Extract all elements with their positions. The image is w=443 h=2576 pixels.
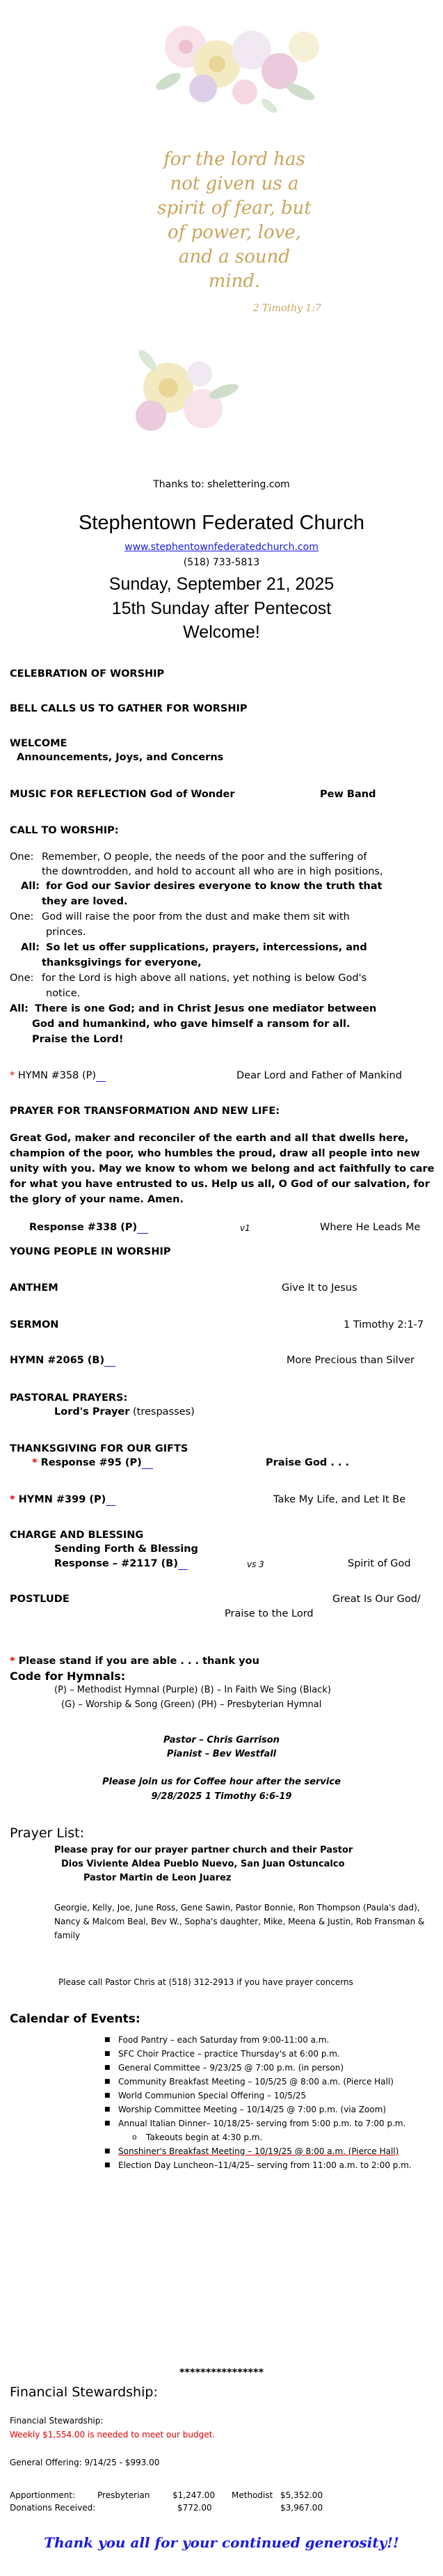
church-name: Stephentown Federated Church	[78, 512, 365, 534]
stand-asterisk-icon: *	[10, 1494, 15, 1505]
litany-leader-label: One:	[10, 911, 34, 922]
event-sub-item: o Takeouts begin at 4:30 p.m.	[104, 2130, 412, 2144]
event-item: ■ Annual Italian Dinner– 10/18/25- serving from 5:00 p.m. to 7:00 p.m.	[104, 2116, 412, 2130]
prayer-call-note: Please call Pastor Chris at (518) 312-2913 if you have prayer concerns	[58, 1977, 353, 1987]
prayer-list-heading: Prayer List:	[10, 1825, 84, 1841]
svg-text:of power, love,: of power, love,	[168, 222, 301, 243]
postlude-title-2: Praise to the Lord	[225, 1608, 314, 1619]
sermon-scripture: 1 Timothy 2:1-7	[344, 1319, 424, 1330]
charge-heading: CHARGE AND BLESSING	[10, 1530, 144, 1541]
prayer-names: Georgie, Kelly, Joe, June Ross, Gene Sawin, Pastor Bonnie, Ron Thompson (Paula's dad), Nancy & Malcom Beal, Bev W., Sopha's daughter, Mike, Meena & Justin, Rob Fransman & family	[54, 1903, 425, 1940]
litany-line: thanksgivings for everyone,	[42, 957, 202, 968]
service-date: Sunday, September 21, 2025	[108, 574, 335, 594]
svg-text:2 Timothy 1:7: 2 Timothy 1:7	[252, 303, 321, 314]
finance-heading: Financial Stewardship:	[10, 2385, 158, 2400]
response-3-number: Response – #2117 (B)	[54, 1558, 178, 1569]
gifts-heading: THANKSGIVING FOR OUR GIFTS	[10, 1443, 188, 1454]
response-1-verse: v1	[240, 1223, 250, 1233]
bottom-floral-cluster	[136, 347, 240, 431]
anthem-label: ANTHEM	[10, 1282, 58, 1294]
svg-text:for the lord has: for the lord has	[163, 149, 305, 170]
stand-asterisk-icon: *	[10, 1656, 15, 1667]
hymn-3-row	[10, 1494, 115, 1506]
stand-asterisk-icon: *	[10, 1070, 15, 1081]
response-2-number: Response #95 (P)	[40, 1457, 142, 1468]
event-item: ■ Worship Committee Meeting – 10/14/25 @ 7:00 p.m. (via Zoom)	[104, 2103, 412, 2116]
hymnal-codes-line-1: (P) – Methodist Hymnal (Purple) (B) – In Faith We Sing (Black)	[54, 1685, 331, 1695]
weekly-budget-need: Weekly $1,554.00 is needed to meet our budget.	[10, 2430, 216, 2440]
response-1-number: Response #338 (P)	[29, 1222, 138, 1233]
sermon-label: SERMON	[10, 1319, 59, 1330]
event-item: ■ Community Breakfast Meeting – 10/5/25 @ 8:00 a.m. (Pierce Hall)	[104, 2075, 412, 2089]
hymn-1-row	[10, 1070, 106, 1082]
litany-leader-label: One:	[10, 851, 34, 863]
postlude-label: POSTLUDE	[10, 1594, 70, 1605]
liturgical-sunday: 15th Sunday after Pentecost	[111, 599, 332, 618]
svg-text:not given us a: not given us a	[170, 173, 299, 194]
floral-verse-artwork	[120, 15, 356, 433]
announcements-line: Announcements, Joys, and Concerns	[17, 752, 224, 763]
hymn-2-underline	[104, 1355, 115, 1367]
methodist-donations: $3,967.00	[280, 2503, 323, 2513]
pianist-name: Pianist – Bev Westfall	[166, 1749, 277, 1759]
litany-line: Remember, O people, the needs of the poor and the suffering of	[42, 851, 367, 863]
hymn-2-number: HYMN #2065 (B)	[10, 1355, 105, 1366]
litany-line: the downtrodden, and hold to account all who are in high positions,	[42, 866, 383, 877]
presbyterian-label: Presbyterian	[97, 2490, 150, 2500]
coffee-hour-note: Please join us for Coffee hour after the service	[102, 1777, 341, 1787]
svg-text:spirit of fear, but: spirit of fear, but	[157, 198, 312, 219]
response-1-underline	[137, 1222, 148, 1234]
svg-text:mind.: mind.	[208, 271, 261, 292]
top-floral-cluster	[154, 26, 319, 116]
sending-forth-line: Sending Forth & Blessing	[54, 1544, 198, 1555]
event-item: ■ Food Pantry – each Saturday from 9:00-11:00 a.m.	[104, 2033, 412, 2047]
event-item: ■ World Communion Special Offering – 10/5/25	[104, 2089, 412, 2103]
prayer-heading: PRAYER FOR TRANSFORMATION AND NEW LIFE:	[10, 1106, 280, 1117]
calendar-heading: Calendar of Events:	[10, 2012, 140, 2026]
events-list	[104, 2033, 412, 2172]
litany-people-label: All:	[10, 1003, 29, 1014]
stand-note	[10, 1656, 259, 1667]
hymn-3-underline	[106, 1494, 115, 1506]
litany-line: So let us offer supplications, prayers, intercessions, and	[46, 942, 367, 953]
prayer-text: Great God, maker and reconciler of the earth and all that dwells here, champion of the poor, who humbles the proud, draw all people into new unity with you. May we know to whom we belong and act faithfully to care for what you have entrusted to us. Help us all, O God of our salvation, for the glory of your name. Amen.	[10, 1133, 435, 1205]
litany-line: God and humankind, who gave himself a ransom for all.	[32, 1019, 351, 1030]
lords-prayer-line	[54, 1406, 195, 1417]
call-to-worship-heading: CALL TO WORSHIP:	[10, 825, 119, 836]
hymn-2-title: More Precious than Silver	[287, 1355, 415, 1366]
litany-line: There is one God; and in Christ Jesus one mediator between	[35, 1003, 377, 1014]
anthem-title: Give It to Jesus	[282, 1282, 357, 1294]
litany-people-label: All:	[21, 881, 40, 892]
response-3-title: Spirit of God	[348, 1558, 411, 1569]
event-item: ■ General Committee – 9/23/25 @ 7:00 p.m. (in person)	[104, 2061, 412, 2075]
partner-church: Dios Viviente Aldea Pueblo Nuevo, San Juan Ostuncalco	[61, 1859, 345, 1869]
hand-lettered-verse	[157, 149, 321, 314]
welcome-heading: WELCOME	[10, 738, 67, 749]
hymn-1-underline	[96, 1070, 106, 1082]
response-1-row	[29, 1222, 148, 1234]
event-item: ■ SFC Choir Practice – practice Thursday's at 6:00 p.m.	[104, 2047, 412, 2061]
welcome-banner: Welcome!	[183, 622, 260, 642]
litany-line: God will raise the poor from the dust and make them sit with	[42, 911, 350, 922]
hymnal-codes-line-2: (G) – Worship & Song (Green) (PH) – Presbyterian Hymnal	[61, 1699, 322, 1710]
litany-line: for the Lord is high above all nations, yet nothing is below God's	[42, 973, 367, 984]
event-item: ■ Sonshiner's Breakfast Meeting – 10/19/25 @ 8:00 a.m. (Pierce Hall)	[104, 2144, 412, 2158]
bells-heading: BELL CALLS US TO GATHER FOR WORSHIP	[10, 703, 248, 714]
finance-subheading: Financial Stewardship:	[10, 2416, 104, 2426]
response-3-underline	[178, 1558, 188, 1570]
response-3-verse: vs 3	[247, 1560, 264, 1569]
donations-label: Donations Received:	[10, 2503, 96, 2513]
litany-line: notice.	[46, 988, 81, 999]
hymn-3-number: HYMN #399 (P)	[18, 1494, 106, 1505]
thank-you-note: Thank you all for your continued generosity!!	[44, 2534, 399, 2551]
litany-line: princes.	[46, 927, 86, 938]
celebration-heading: CELEBRATION OF WORSHIP	[10, 668, 165, 680]
methodist-apportionment: $5,352.00	[280, 2490, 323, 2500]
lords-prayer-version: (trespasses)	[133, 1406, 195, 1417]
litany-line: for God our Savior desires everyone to know the truth that	[46, 881, 382, 892]
response-1-title: Where He Leads Me	[320, 1222, 421, 1233]
next-week-scripture: 9/28/2025 1 Timothy 6:6-19	[151, 1791, 292, 1802]
partner-pastor: Pastor Martin de Leon Juarez	[83, 1873, 232, 1883]
church-phone: (518) 733-5813	[183, 557, 260, 568]
litany-line: Praise the Lord!	[32, 1034, 124, 1045]
general-offering: General Offering: 9/14/25 - $993.00	[10, 2458, 160, 2467]
pastor-name: Pastor – Chris Garrison	[163, 1735, 280, 1745]
litany-people-label: All:	[21, 942, 40, 953]
music-reflection: MUSIC FOR REFLECTION God of Wonder	[10, 789, 235, 800]
response-2-row	[32, 1457, 153, 1469]
music-reflection-performer: Pew Band	[320, 789, 376, 800]
hymn-3-title: Take My Life, and Let It Be	[273, 1494, 406, 1505]
litany-leader-label: One:	[10, 973, 34, 984]
presbyterian-apportionment: $1,247.00	[172, 2490, 216, 2500]
stand-note-text: Please stand if you are able . . . thank you	[18, 1656, 259, 1667]
response-2-title: Praise God . . .	[266, 1457, 349, 1468]
stand-asterisk-icon: *	[32, 1457, 38, 1468]
hymn-1-title: Dear Lord and Father of Mankind	[236, 1070, 402, 1081]
hymn-2-row	[10, 1355, 115, 1367]
hymnal-codes-heading: Code for Hymnals:	[10, 1670, 126, 1683]
image-credit: Thanks to: shelettering.com	[153, 479, 290, 490]
lords-prayer-label: Lord's Prayer	[54, 1406, 130, 1417]
svg-text:and a sound: and a sound	[178, 246, 291, 267]
response-3-row	[54, 1558, 188, 1570]
litany-line: they are loved.	[42, 896, 128, 907]
pastoral-prayers-heading: PASTORAL PRAYERS:	[10, 1392, 128, 1404]
response-2-underline	[142, 1457, 153, 1469]
presbyterian-donations: $772.00	[177, 2503, 212, 2513]
section-divider-stars: ****************	[179, 2367, 264, 2378]
hymn-1-number: HYMN #358 (P)	[17, 1070, 97, 1081]
young-people-heading: YOUNG PEOPLE IN WORSHIP	[10, 1246, 171, 1257]
event-item: ■ Election Day Luncheon–11/4/25– serving from 11:00 a.m. to 2:00 p.m.	[104, 2158, 412, 2172]
prayer-partner-note: Please pray for our prayer partner church and their Pastor	[54, 1845, 353, 1855]
postlude-title-1: Great Is Our God/	[332, 1594, 421, 1605]
apportionment-label: Apportionment:	[10, 2490, 76, 2500]
methodist-label: Methodist	[232, 2490, 273, 2500]
church-website-link[interactable]: www.stephentownfederatedchurch.com	[124, 542, 319, 553]
